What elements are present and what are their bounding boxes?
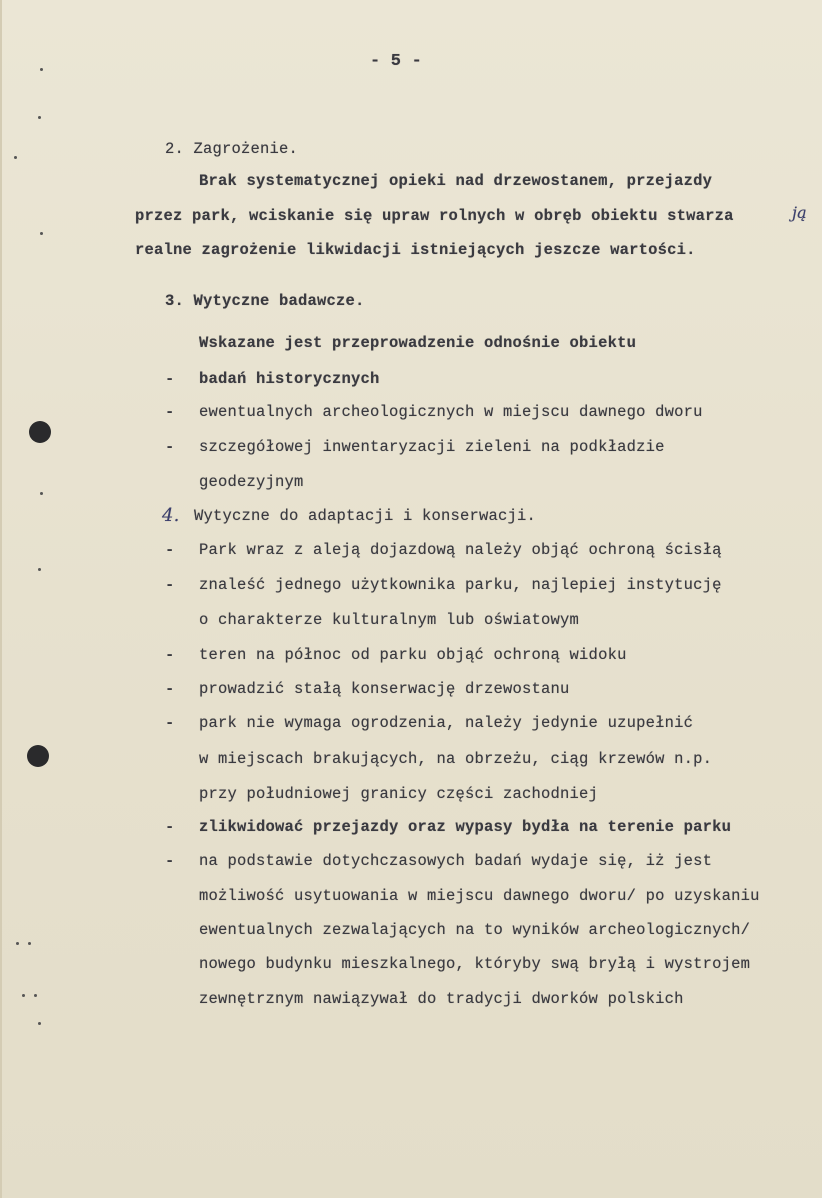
list-dash: - (165, 438, 175, 456)
list-item: prowadzić stałą konserwację drzewostanu (199, 680, 570, 698)
speck (14, 156, 17, 159)
speck (34, 994, 37, 997)
list-item-continuation: o charakterze kulturalnym lub oświatowym (199, 611, 580, 629)
section-3-intro: Wskazane jest przeprowadzenie odnośnie obiektu (199, 334, 637, 352)
list-dash: - (165, 541, 175, 559)
speck (38, 116, 41, 119)
list-item: park nie wymaga ogrodzenia, należy jedynie uzupełnić (199, 714, 694, 732)
list-item: szczegółowej inwentaryzacji zieleni na podkładzie (199, 438, 665, 456)
speck (16, 942, 19, 945)
list-item: ewentualnych archeologicznych w miejscu dawnego dworu (199, 403, 703, 421)
list-item-continuation: geodezyjnym (199, 473, 304, 491)
punch-hole-bottom (27, 745, 49, 767)
list-item: teren na północ od parku objąć ochroną widoku (199, 646, 627, 664)
list-item: znaleść jednego użytkownika parku, najlepiej instytucję (199, 576, 722, 594)
speck (40, 68, 43, 71)
speck (22, 994, 25, 997)
section-4-number: 4. (162, 505, 180, 526)
list-item-continuation: możliwość usytuowania w miejscu dawnego dworu/ po uzyskaniu (199, 887, 760, 905)
list-dash: - (165, 714, 175, 732)
list-item-continuation: nowego budynku mieszkalnego, któryby swą bryłą i wystrojem (199, 955, 751, 973)
section-2-heading: 2. Zagrożenie. (165, 140, 299, 158)
speck (40, 492, 43, 495)
list-item: badań historycznych (199, 370, 380, 388)
list-item-continuation: w miejscach brakujących, na obrzeżu, ciąg krzewów n.p. (199, 750, 713, 768)
section-3-heading: 3. Wytyczne badawcze. (165, 292, 365, 310)
list-item-continuation: zewnętrznym nawiązywał do tradycji dworków polskich (199, 990, 684, 1008)
section-2-line: realne zagrożenie likwidacji istniejących jeszcze wartości. (135, 241, 696, 259)
page-number: - 5 - (370, 52, 423, 71)
list-item: zlikwidować przejazdy oraz wypasy bydła na terenie parku (199, 818, 732, 836)
handwritten-correction: ją (792, 203, 807, 222)
list-item: Park wraz z aleją dojazdową należy objąć ochroną ścisłą (199, 541, 722, 559)
speck (38, 1022, 41, 1025)
list-dash: - (165, 370, 175, 388)
list-dash: - (165, 403, 175, 421)
list-dash: - (165, 818, 175, 836)
list-item-continuation: ewentualnych zezwalających na to wyników archeologicznych/ (199, 921, 751, 939)
list-item: na podstawie dotychczasowych badań wydaje się, iż jest (199, 852, 713, 870)
punch-hole-top (29, 421, 51, 443)
section-2-line: Brak systematycznej opieki nad drzewostanem, przejazdy (199, 172, 713, 190)
list-item-continuation: przy południowej granicy części zachodniej (199, 785, 599, 803)
list-dash: - (165, 852, 175, 870)
speck (28, 942, 31, 945)
section-2-line: przez park, wciskanie się upraw rolnych w obręb obiektu stwarza (135, 207, 734, 225)
list-dash: - (165, 646, 175, 664)
section-4-heading: Wytyczne do adaptacji i konserwacji. (194, 507, 537, 525)
speck (40, 232, 43, 235)
speck (38, 568, 41, 571)
list-dash: - (165, 576, 175, 594)
list-dash: - (165, 680, 175, 698)
